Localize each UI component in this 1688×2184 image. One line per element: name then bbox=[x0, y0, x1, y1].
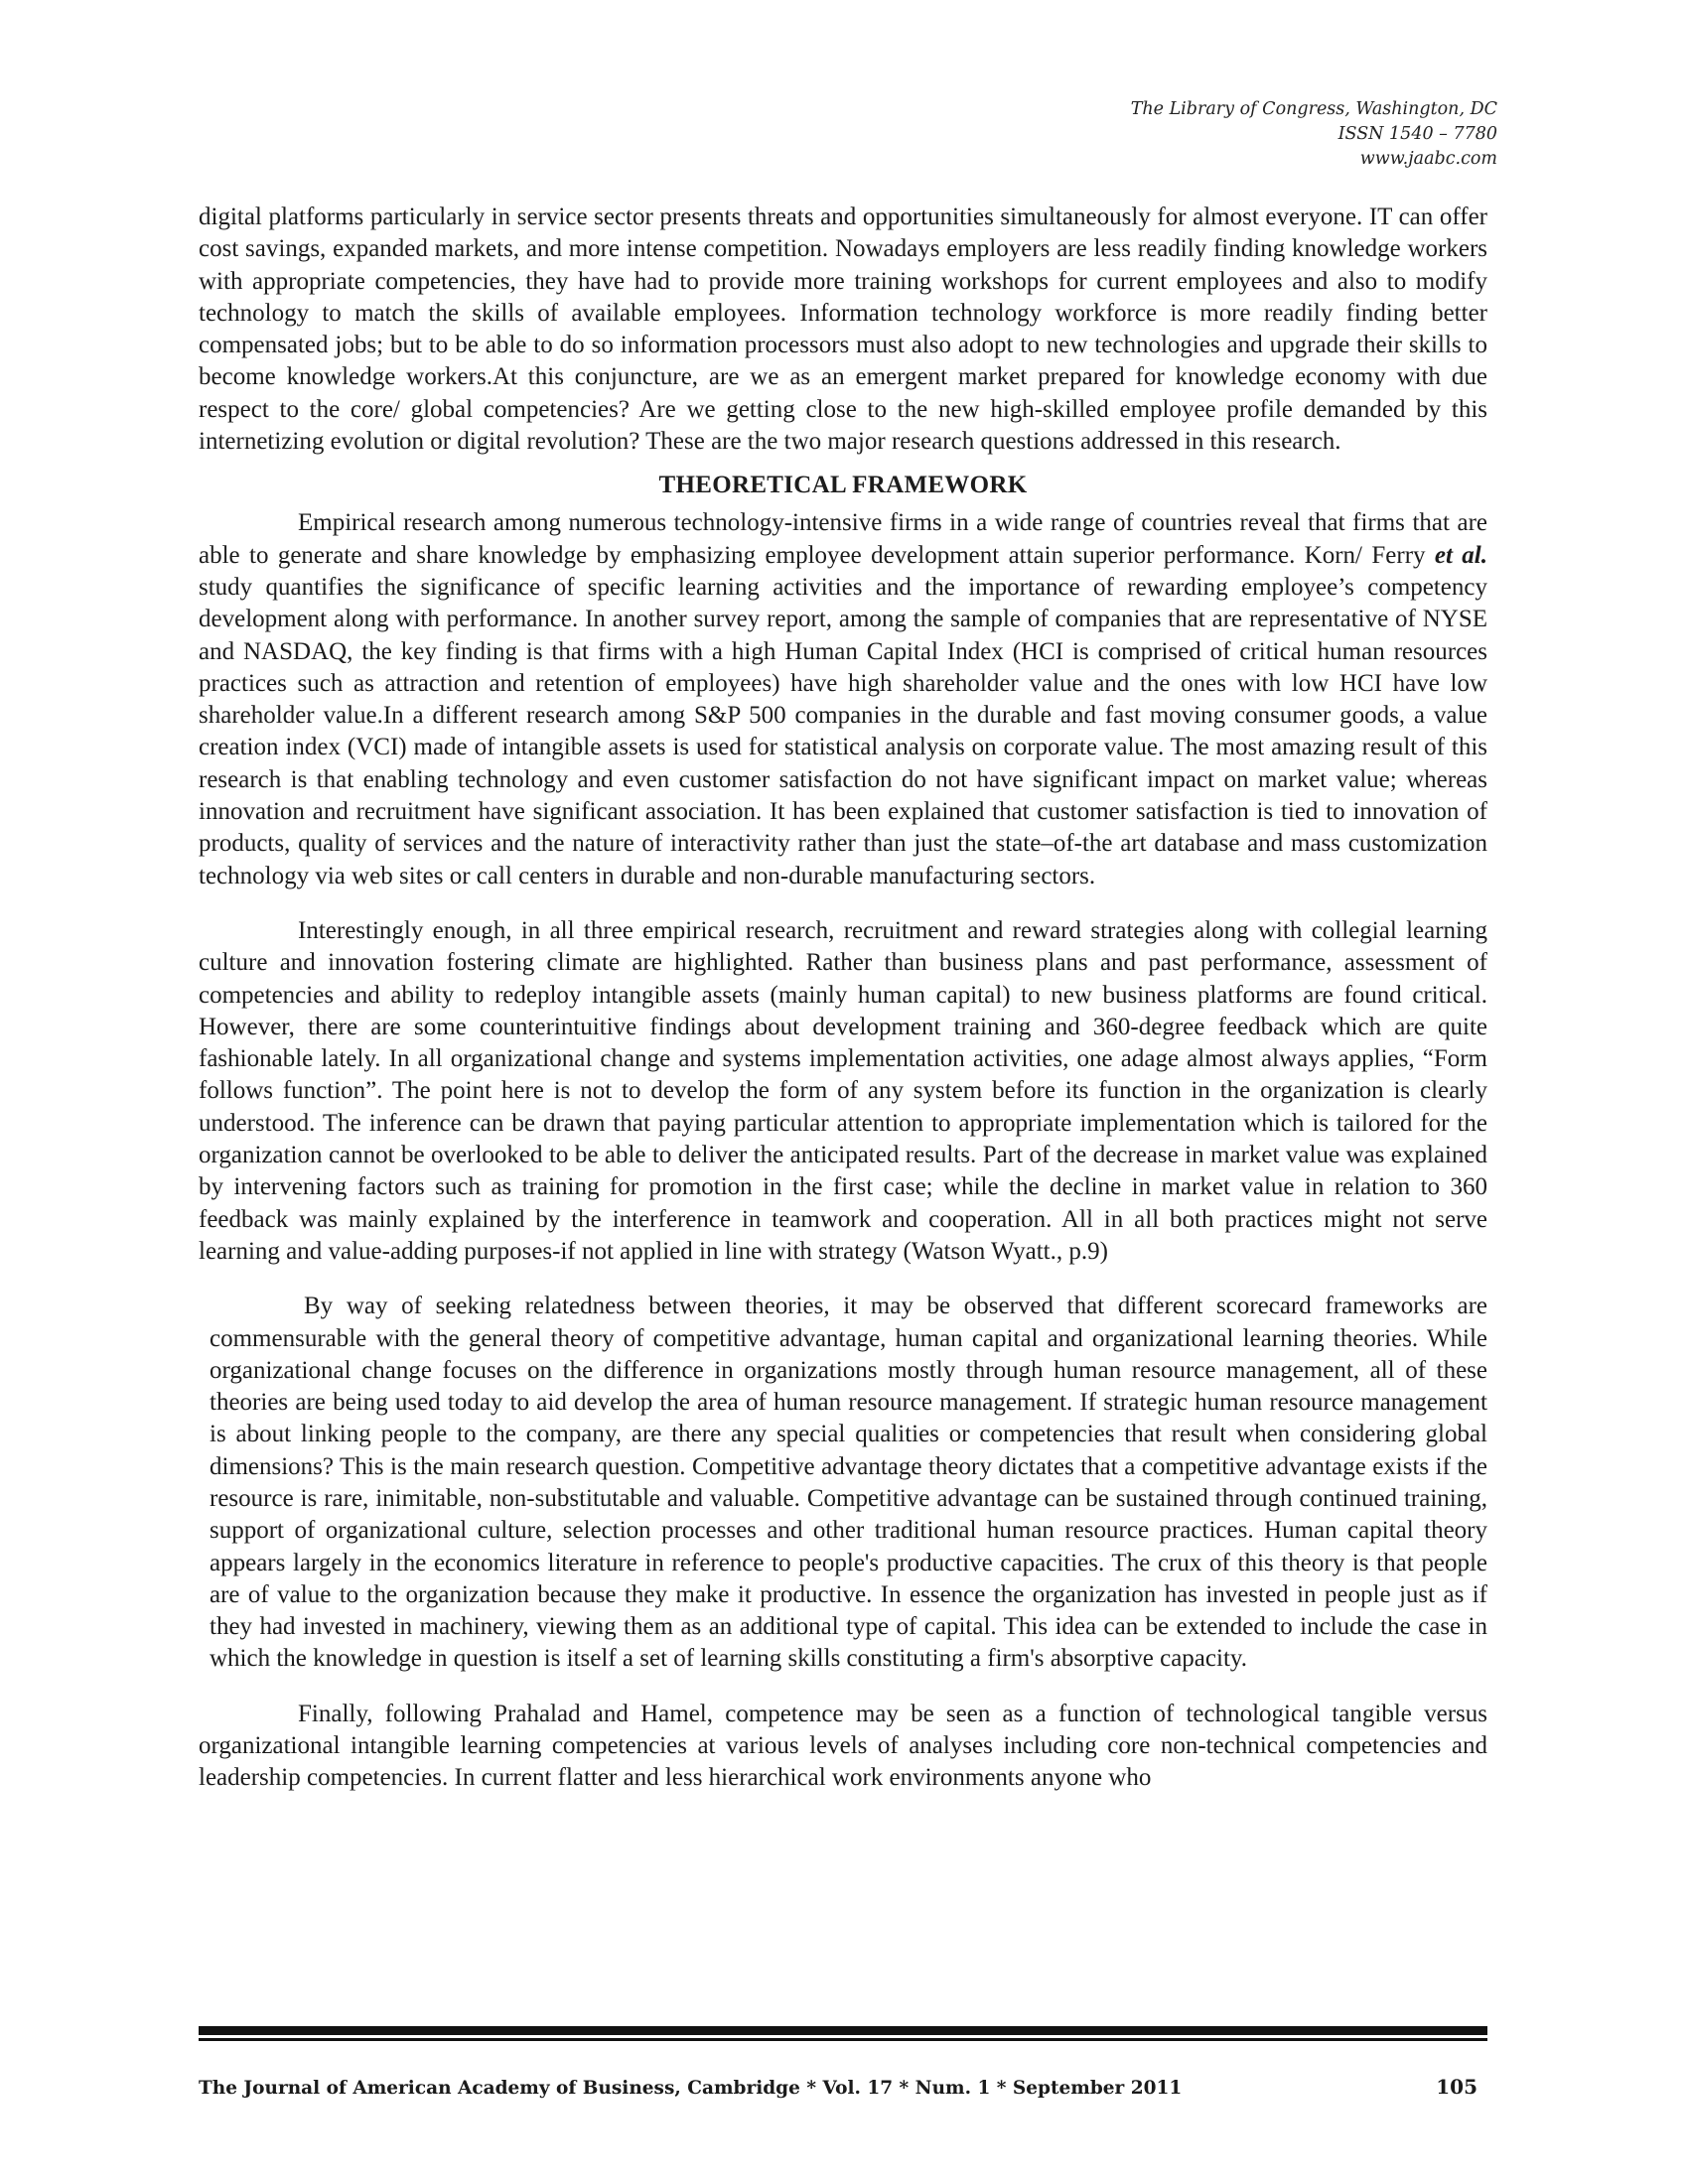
footer-rule-thin bbox=[199, 2038, 1487, 2041]
paragraph-1-italic: et al. bbox=[1434, 541, 1487, 569]
page-number: 105 bbox=[1436, 2075, 1477, 2099]
section-heading: THEORETICAL FRAMEWORK bbox=[658, 472, 1028, 499]
paragraph-gap bbox=[199, 1676, 1487, 1699]
article-body bbox=[199, 202, 1487, 1795]
paragraph-1-text-b: study quantifies the significance of specific learning activities and the importance of rewarding employee’s competency development along with performance. In another survey report, among the sample of companies that are representative of NYSE and NASDAQ, the key finding is that firms with a high Human Capital Index (HCI is comprised of critical human resources practices such as attraction and retention of employees) have high shareholder value and the ones with low HCI have low shareholder value.In a different research among S&P 500 companies in the durable and fast moving consumer goods, a value creation index (VCI) made of intangible assets is used for statistical analysis on corporate value. The most amazing result of this research is that enabling technology and even customer satisfaction do not have significant impact on market value; whereas innovation and recruitment have significant association. It has been explained that customer satisfaction is tied to innovation of products, quality of services and the nature of interactivity rather than just the state–of-the art database and mass customization technology via web sites or call centers in durable and non-durable manufacturing sectors. bbox=[199, 573, 1487, 889]
paragraph-relatedness: By way of seeking relatedness between theories, it may be observed that different scorecard frameworks are commensurable with the general theory of competitive advantage, human capital and organizational learning theories. While organizational change focuses on the difference in organizations mostly through human resource management, all of these theories are being used today to aid develop the area of human resource management. If strategic human resource management is about linking people to the company, are there any special qualities or competencies that result when considering global dimensions? This is the main research question. Competitive advantage theory dictates that a competitive advantage exists if the resource is rare, inimitable, non-substitutable and valuable. Competitive advantage can be sustained through continued training, support of organizational culture, selection processes and other traditional human resource practices. Human capital theory appears largely in the economics literature in reference to people's productive capacities. The crux of this theory is that people are of value to the organization because they make it productive. In essence the organization has invested in people just as if they had invested in machinery, viewing them as an additional type of capital. This idea can be extended to include the case in which the knowledge in question is itself a set of learning skills constituting a firm's absorptive capacity. bbox=[210, 1293, 1487, 1673]
header-library-line: The Library of Congress, Washington, DC bbox=[1130, 99, 1497, 119]
paragraph-interestingly: Interestingly enough, in all three empirical research, recruitment and reward strategies along with collegial learning culture and innovation fostering climate are highlighted. Rather than business plans and past performance, assessment of competencies and ability to redeploy intangible assets (mainly human capital) to new business platforms are found critical. However, there are some counterintuitive findings about development training and 360-degree feedback which are quite fashionable lately. In all organizational change and systems implementation activities, one adage almost always applies, “Form follows function”. The point here is not to develop the form of any system before its function in the organization is clearly understood. The inference can be drawn that paying particular attention to appropriate implementation which is tailored for the organization cannot be overlooked to be able to deliver the anticipated results. Part of the decrease in market value was explained by intervening factors such as training for promotion in the first case; while the decline in market value in relation to 360 feedback was mainly explained by the interference in teamwork and cooperation. All in all both practices might not serve learning and value-adding purposes-if not applied in line with strategy (Watson Wyatt., p.9) bbox=[199, 916, 1487, 1265]
paragraph-gap bbox=[199, 892, 1487, 915]
paragraph-finally: Finally, following Prahalad and Hamel, competence may be seen as a function of technological tangible versus organizational intangible learning competencies at various levels of analyses including core non-technical competencies and leadership competencies. In current flatter and less hierarchical work environments anyone who bbox=[199, 1700, 1487, 1792]
running-header bbox=[1131, 97, 1497, 172]
running-footer bbox=[199, 2075, 1487, 2099]
intro-paragraph: digital platforms particularly in service sector presents threats and opportunities simultaneously for almost everyone. IT can offer cost savings, expanded markets, and more intense competition. Nowadays employers are less readily finding knowledge workers with appropriate competencies, they have had to provide more training workshops for current employees and also to modify technology to match the skills of available employees. Information technology workforce is more readily finding better compensated jobs; but to be able to do so information processors must also adopt to new technologies and upgrade their skills to become knowledge workers.At this conjuncture, are we as an emergent market prepared for knowledge economy with due respect to the core/ global competencies? Are we getting close to the new high-skilled employee profile demanded by this internetizing evolution or digital revolution? These are the two major research questions addressed in this research. bbox=[199, 204, 1487, 456]
header-issn-line: ISSN 1540 – 7780 bbox=[1337, 124, 1497, 144]
footer-rule-thick bbox=[199, 2026, 1487, 2035]
footer-journal-citation: The Journal of American Academy of Business, Cambridge * Vol. 17 * Num. 1 * September 2011 bbox=[199, 2078, 1183, 2099]
paragraph-gap bbox=[199, 1268, 1487, 1291]
paragraph-1-text-a: Empirical research among numerous technology-intensive firms in a wide range of countries reveal that firms that are able to generate and share knowledge by emphasizing employee development attain superior performance. Korn/ Ferry bbox=[199, 509, 1487, 569]
paragraph-empirical-research bbox=[199, 507, 1487, 892]
header-website-line: www.jaabc.com bbox=[1359, 149, 1497, 169]
